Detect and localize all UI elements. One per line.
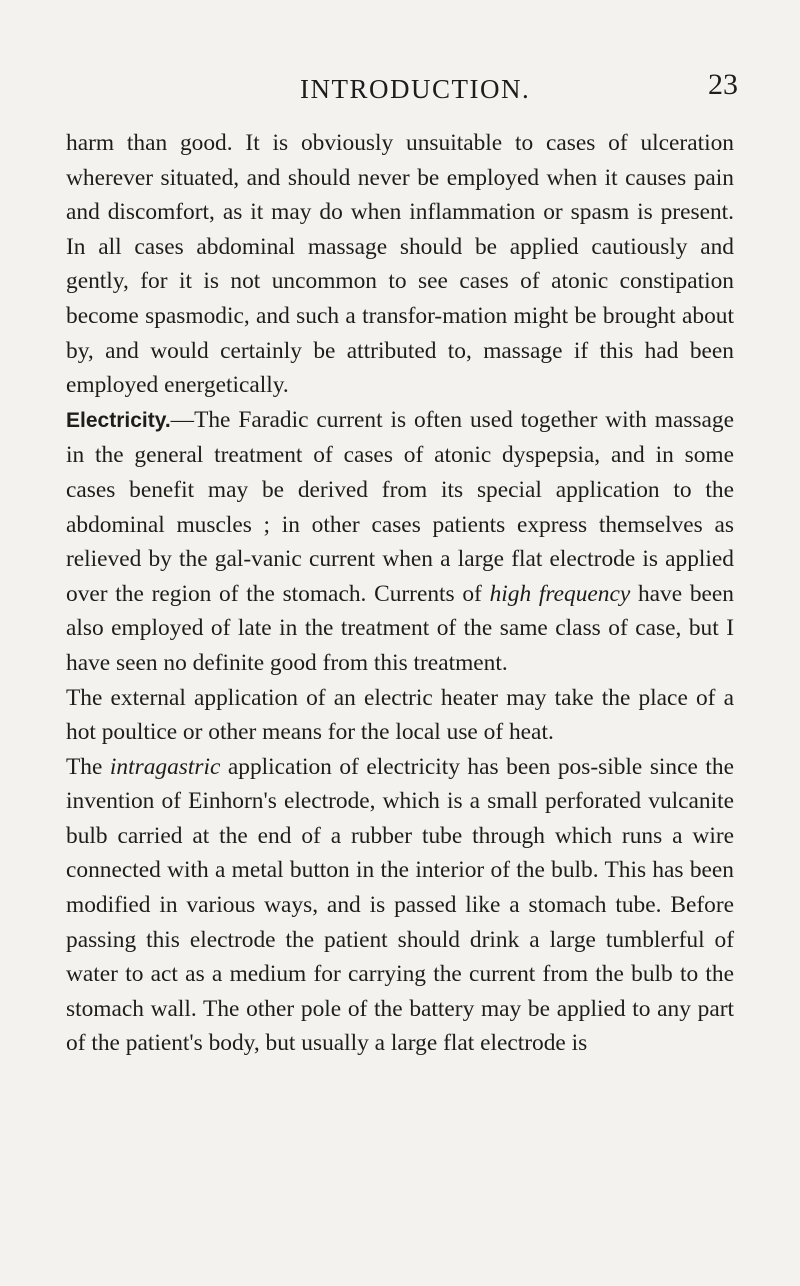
paragraph-electricity [66, 403, 734, 681]
paragraph-text: application of electricity has been pos-sible since the invention of Einhorn's electrode, which is a small perforated vulcanite bulb carried at the end of a rubber tube through which runs a wire connected with a metal button in the interior of the bulb. This has been modified in various ways, and is passed like a stomach tube. Before passing this electrode the patient should drink a large tumblerful of water to act as a medium for carrying the current from the bulb to the stomach wall. The other pole of the battery may be applied to any part of the patient's body, but usually a large flat electrode is [66, 753, 734, 1057]
paragraph-intragastric [66, 750, 734, 1061]
paragraph-text: —The Faradic current is often used together with massage in the general treatment of cases of atonic dyspepsia, and in some cases benefit may be derived from its special application to the abdominal muscles ; in other cases patients express themselves as relieved by the gal-vanic current when a large flat electrode is applied over the region of the stomach. Currents of [66, 406, 734, 607]
paragraph-massage-caution: harm than good. It is obviously unsuitable to cases of ulceration wherever situated, and should never be employed when it causes pain and discomfort, as it may do when inflammation or spasm is present. In all cases abdominal massage should be applied cautiously and gently, for it is not uncommon to see cases of atonic constipation become spasmodic, and such a transfor-mation might be brought about by, and would certainly be attributed to, massage if this had been employed energetically. [66, 130, 734, 399]
emphasis-text: high frequency [489, 580, 631, 607]
paragraph-text: The [66, 753, 110, 780]
body-text [66, 126, 734, 1061]
page-number: 23 [708, 68, 738, 101]
paragraph-text: have been also employed of late in the treatment of the same class of case, but I have seen no definite good from this treatment. [66, 580, 734, 676]
emphasis-text: intragastric [109, 753, 221, 780]
running-title: INTRODUCTION. [300, 74, 531, 104]
paragraph-electric-heater: The external application of an electric heater may take the place of a hot poultice or other means for the local use of heat. [66, 684, 734, 746]
page-header [0, 68, 800, 114]
section-heading-electricity: Electricity. [66, 408, 171, 432]
